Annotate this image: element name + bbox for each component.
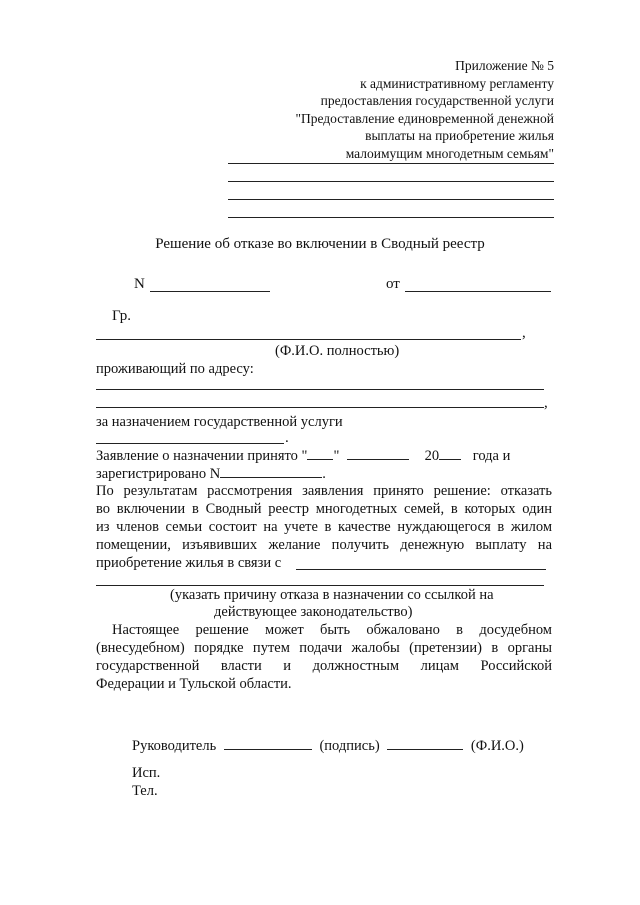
recipient-line: [228, 163, 554, 164]
fio-hint: (Ф.И.О. полностью): [275, 343, 400, 359]
reason-hint: (указать причину отказа в назначении со ссылкой на: [170, 587, 494, 603]
date-field: [405, 291, 551, 292]
header-line: "Предоставление единовременной денежной: [295, 110, 554, 126]
header-line: предоставления государственной услуги: [320, 93, 554, 108]
document-title: Решение об отказе во включении в Сводный реестр: [155, 236, 485, 252]
executor-label: Исп.: [132, 765, 161, 781]
head-label: Руководитель: [132, 738, 217, 754]
reason-field: [96, 585, 544, 586]
reason-field: [296, 569, 546, 570]
month-field: [347, 447, 409, 460]
header-line: выплаты на приобретение жилья: [365, 128, 554, 143]
address-field: [96, 389, 544, 390]
address-comma: ,: [544, 395, 548, 411]
appeal-line: государственной власти и должностным лицам Российской: [96, 658, 552, 674]
phone-label: Тел.: [132, 783, 158, 799]
signature-fio-field: [387, 737, 463, 750]
year-prefix: 20: [424, 448, 440, 464]
address-label: проживающий по адресу:: [96, 361, 254, 377]
registration-number-field: [220, 465, 322, 478]
appeal-line: Федерации и Тульской области.: [96, 676, 292, 692]
reason-lead: приобретение жилья в связи с: [96, 555, 282, 571]
registered-label: зарегистрировано N: [96, 466, 221, 482]
citizen-comma: ,: [522, 325, 526, 341]
appeal-line: (внесудебном) порядке путем подачи жалобы (претензии) в органы: [96, 640, 552, 656]
signature-field: [224, 737, 312, 750]
reason-hint: действующее законодательство): [214, 604, 413, 620]
signature-row: [132, 737, 524, 755]
service-field: [96, 443, 284, 444]
year-field: [439, 447, 461, 460]
date-label: от: [386, 276, 400, 292]
citizen-label: Гр.: [112, 308, 131, 324]
body-line: По результатам рассмотрения заявления принято решение: отказать: [96, 483, 552, 499]
body-line: из членов семьи состоит на учете в качестве нуждающегося в жилом: [96, 519, 552, 535]
recipient-line: [228, 199, 554, 200]
statement-line-1: [96, 447, 510, 465]
citizen-name-field: [96, 339, 521, 340]
statement-quote: ": [333, 448, 340, 464]
service-label: за назначением государственной услуги: [96, 414, 343, 430]
statement-year-suffix: года и: [472, 448, 511, 464]
number-label: N: [134, 276, 145, 292]
recipient-line: [228, 181, 554, 182]
fio-short-hint: (Ф.И.О.): [470, 738, 524, 754]
number-field: [150, 291, 270, 292]
recipient-line: [228, 217, 554, 218]
appendix-header: [295, 57, 554, 162]
body-line: помещении, изъявивших желание получить денежную выплату на: [96, 537, 552, 553]
day-field: [307, 447, 333, 460]
service-period: .: [285, 430, 289, 446]
header-line: малоимущим многодетным семьям": [345, 145, 554, 161]
body-line: во включении в Сводный реестр многодетных семей, в которых один: [96, 501, 552, 517]
statement-line-2: [96, 465, 326, 483]
sign-hint: (подпись): [319, 738, 380, 754]
header-line: к административному регламенту: [360, 75, 554, 91]
appeal-line: Настоящее решение может быть обжаловано в досудебном: [112, 622, 552, 638]
statement-text: Заявление о назначении принято ": [96, 448, 308, 464]
address-field: [96, 407, 544, 408]
registered-period: .: [322, 466, 326, 482]
header-line: Приложение № 5: [455, 58, 554, 73]
